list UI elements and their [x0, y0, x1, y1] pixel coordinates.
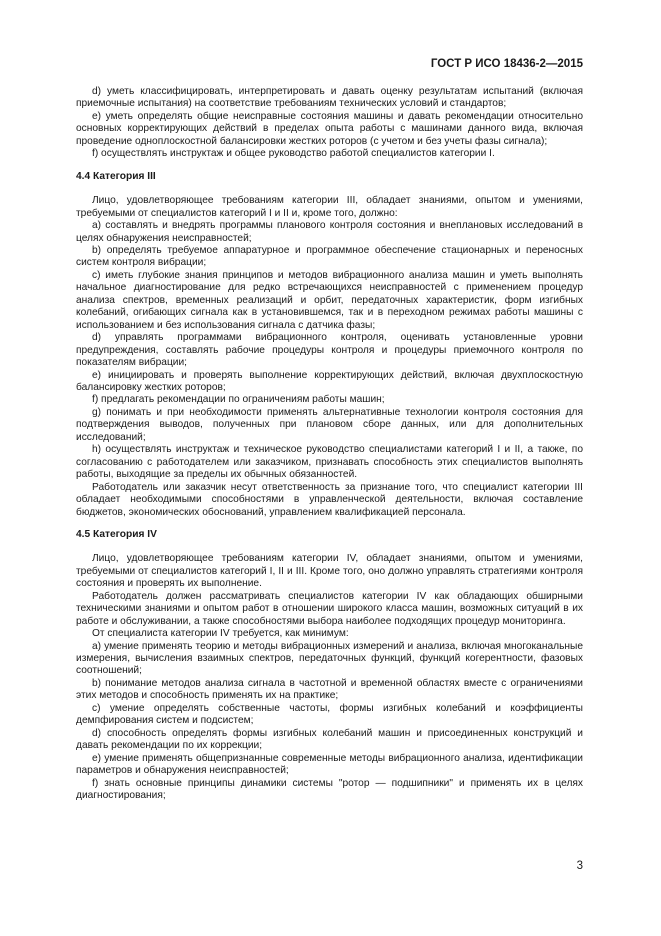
- paragraph: b) понимание методов анализа сигнала в частотной и временной областях вместе с ограничениями этих методов и способность применять их на практике;: [76, 677, 583, 702]
- paragraph: f) осуществлять инструктаж и общее руководство работой специалистов категории I.: [92, 148, 495, 160]
- section-heading-4-4: 4.4 Категория III: [76, 170, 156, 182]
- paragraph: e) умение применять общепризнанные современные методы вибрационного анализа, идентификации параметров и обнаружения неисправностей;: [76, 752, 583, 777]
- paragraph: d) уметь классифицировать, интерпретировать и давать оценку результатам испытаний (включая приемочные испытания) на соответствие требованиям технических условий и стандартов;: [76, 86, 583, 110]
- page-number: 3: [576, 860, 583, 872]
- paragraph: Работодатель или заказчик несут ответственность за признание того, что специалист категории III обладает необходимыми способностями в управленческой деятельности, включая составление бюджетов, экономических обоснований, управлением квалификацией персонала.: [76, 481, 583, 518]
- paragraph: От специалиста категории IV требуется, как минимум:: [92, 628, 349, 640]
- paragraph: c) иметь глубокие знания принципов и методов вибрационного анализа машин и уметь выполнять начальное диагностирование для редко встречающихся неисправностей с применением процедур анализа спектров, временных реализаций и орбит, передаточных характеристик, форм изгибных колебаний, огибающих сигнала как в установившемся, так и в переходном режимах работы машины с использованием и без использования сигнала с датчика фазы;: [76, 269, 583, 331]
- page-header: [431, 58, 583, 70]
- paragraph: Лицо, удовлетворяющее требованиям категории III, обладает знаниями, опытом и умениями, требуемыми от специалистов категорий I и II и, кроме того, должно:: [76, 195, 583, 219]
- paragraph: e) инициировать и проверять выполнение корректирующих действий, включая двухплоскостную балансировку жестких роторов;: [76, 369, 583, 393]
- page-content: [76, 86, 583, 802]
- paragraph: d) способность определять формы изгибных колебаний машин и присоединенных конструкций и давать рекомендации по их коррекции;: [76, 727, 583, 752]
- paragraph: g) понимать и при необходимости применять альтернативные технологии контроля состояния для подтверждения выводов, полученных при плановом сборе данных, или для дополнительных исследований;: [76, 406, 583, 443]
- paragraph: h) осуществлять инструктаж и техническое руководство специалистами категорий I и II, а также, по согласованию с работодателем или заказчиком, признавать способность этих специалистов выполнять работы, выходящие за пределы их обычных обязанностей.: [76, 444, 583, 481]
- paragraph: Лицо, удовлетворяющее требованиям категории IV, обладает знаниями, опытом и умениями, требуемыми от специалистов категорий I, II и III. Кроме того, оно должно управлять стратегиями контроля состояния и проверять их выполнение.: [76, 553, 583, 590]
- document-code: ГОСТ Р ИСО 18436-2—2015: [430, 58, 583, 70]
- paragraph: a) составлять и внедрять программы планового контроля состояния и внеплановых исследований в целях обнаружения неисправностей;: [76, 220, 583, 244]
- paragraph: c) умение определять собственные частоты, формы изгибных колебаний и коэффициенты демпфирования систем и подсистем;: [76, 702, 583, 727]
- section-heading-4-5: 4.5 Категория IV: [76, 528, 157, 540]
- paragraph: f) предлагать рекомендации по ограничениям работы машин;: [92, 394, 385, 406]
- paragraph: f) знать основные принципы динамики системы "ротор — подшипники" и применять их в целях диагностирования;: [76, 777, 583, 802]
- paragraph: a) умение применять теорию и методы вибрационных измерений и анализа, включая многоканальные измерения, вычисления взаимных спектров, передаточных функций, функций когерентности, фазовых соотношений;: [76, 640, 583, 677]
- paragraph: e) уметь определять общие неисправные состояния машины и давать рекомендации относительно основных корректирующих действий в пределах опыта работы с машинами данного вида, включая проведение одноплоскостной балансировки жестких роторов (с учетом и без учеты фазы сигнала);: [76, 110, 583, 147]
- paragraph: d) управлять программами вибрационного контроля, оценивать установленные уровни предупреждения, составлять рабочие процедуры контроля и процедуры приемочного контроля по показателям вибрации;: [76, 332, 583, 369]
- paragraph: Работодатель должен рассматривать специалистов категории IV как обладающих обширными техническими знаниями и опытом работ в отношении широкого класса машин, возможных ситуаций в их работе и обслуживании, а также способностями выбора наиболее подходящих процедур мониторинга.: [76, 590, 583, 627]
- paragraph: b) определять требуемое аппаратурное и программное обеспечение стационарных и переносных систем контроля вибрации;: [76, 244, 583, 269]
